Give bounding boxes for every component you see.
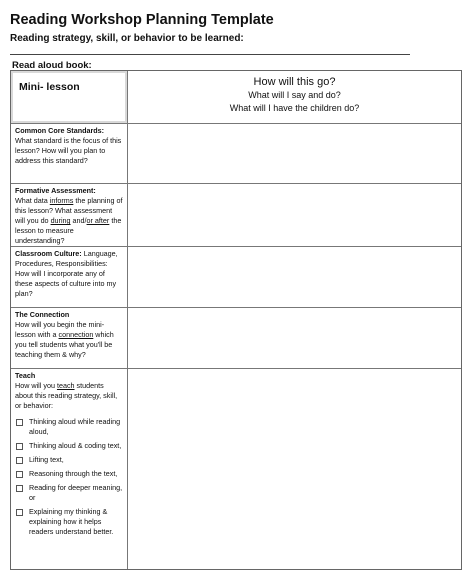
row-prompt: How will I incorporate any of these aspects of culture into my plan? [15, 269, 117, 298]
row-heading: Teach [15, 371, 36, 380]
row-prompt: What standard is the focus of this lesson? How will you plan to address this standard? [15, 136, 122, 165]
row-teach [11, 368, 127, 540]
teach-checklist [15, 417, 123, 537]
row-formative-assessment [11, 183, 127, 249]
checkbox-icon [16, 471, 23, 478]
prompt-emphasis: teach [56, 381, 75, 390]
checklist-item [15, 455, 123, 465]
how-header-line2: What will I say and do? [248, 90, 341, 100]
row-heading: Classroom Culture: [15, 249, 82, 258]
checkbox-icon [16, 457, 23, 464]
prompt-text: What data [15, 196, 50, 205]
checklist-item [15, 469, 123, 479]
prompt-emphasis: during [50, 216, 71, 225]
row-common-core-standards [11, 123, 127, 169]
prompt-text: the lesson to measure understanding? [15, 216, 122, 245]
prompt-text: students about this reading strategy, skill, or behavior: [15, 381, 118, 410]
prompt-text: which you tell students what you'll be teaching them & why? [15, 330, 114, 359]
strategy-prompt: Reading strategy, skill, or behavior to be learned: [10, 33, 244, 44]
how-header-cell [128, 71, 461, 123]
mini-lesson-header: Mini- lesson [13, 73, 125, 121]
checklist-label: Lifting text, [29, 455, 64, 464]
row-prompt [15, 381, 123, 411]
row-the-connection [11, 307, 127, 363]
read-aloud-label: Read aloud book: [12, 60, 92, 71]
how-header-line3: What will I have the children do? [229, 103, 360, 113]
checklist-label: Thinking aloud while reading aloud, [29, 417, 121, 436]
checklist-label: Explaining my thinking & explaining how it helps readers understand better. [29, 507, 114, 536]
prompt-text: How will you [15, 381, 57, 390]
row-prompt [15, 320, 123, 360]
prompt-text: and/ [70, 216, 87, 225]
prompt-emphasis: or after [86, 216, 110, 225]
prompt-text: How will you begin the mini-lesson with a [15, 320, 105, 339]
checkbox-icon [16, 443, 23, 450]
prompt-emphasis: connection [58, 330, 94, 339]
how-header-line1: How will this go? [253, 76, 336, 88]
checklist-item [15, 483, 123, 503]
row-heading-line [15, 249, 123, 269]
mini-lesson-header-cell [11, 71, 127, 123]
row-classroom-culture [11, 246, 127, 302]
strategy-answer-line [10, 54, 410, 55]
planning-table [10, 70, 462, 570]
checklist-label: Thinking aloud & coding text, [29, 441, 122, 450]
row-heading: Common Core Standards: [15, 126, 105, 135]
checklist-item [15, 417, 123, 437]
checklist-label: Reasoning through the text, [29, 469, 118, 478]
prompt-emphasis: informs [49, 196, 74, 205]
row-prompt [15, 196, 123, 246]
row-heading: Formative Assessment: [15, 186, 96, 195]
column-divider [127, 71, 128, 569]
checklist-item [15, 507, 123, 537]
prompt-text: the planning of this lesson? What assessment will you do [15, 196, 123, 225]
checklist-item [15, 441, 123, 451]
row-heading-rest: Language, Procedures, Responsibilities: [15, 249, 118, 268]
row-heading: The Connection [15, 310, 70, 319]
checkbox-icon [16, 485, 23, 492]
page-title: Reading Workshop Planning Template [10, 12, 274, 28]
checkbox-icon [16, 509, 23, 516]
checkbox-icon [16, 419, 23, 426]
checklist-label: Reading for deeper meaning, or [29, 483, 123, 502]
